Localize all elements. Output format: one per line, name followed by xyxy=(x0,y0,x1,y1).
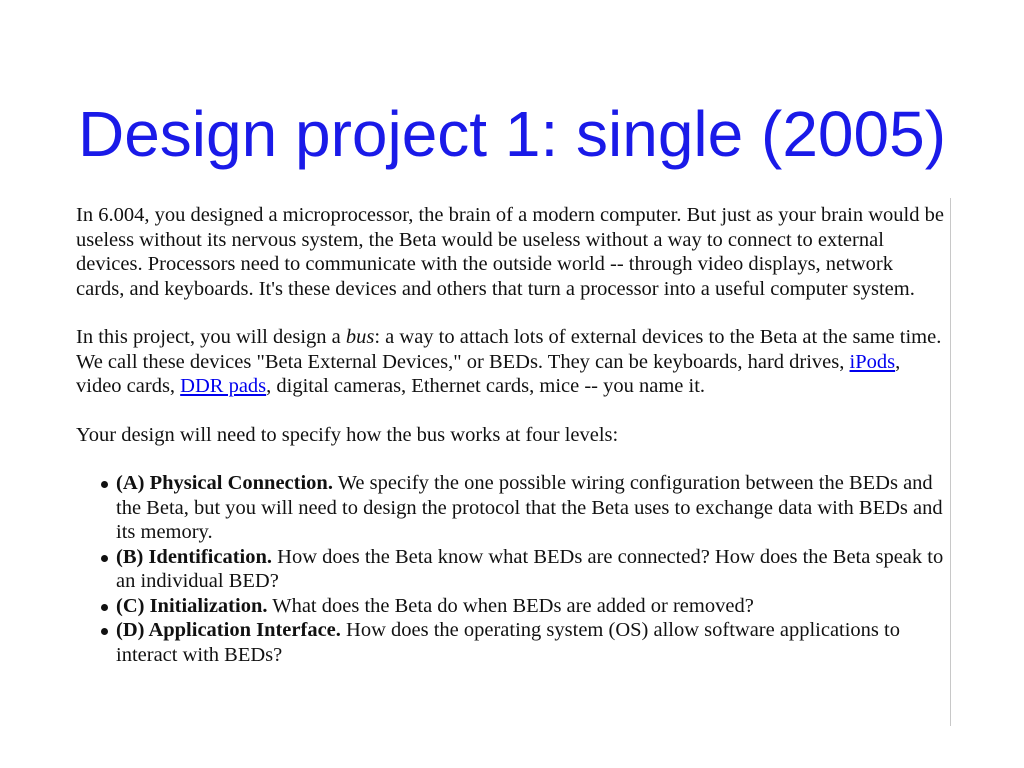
level-description: What does the Beta do when BEDs are added or removed? xyxy=(267,594,754,617)
project-paragraph xyxy=(76,325,944,399)
project-bus-definition: : a way to attach lots of external devices to the Beta at the same time. We call these devices "Beta External Devices," or BEDs. They can be keyboards, hard drives, xyxy=(76,326,942,373)
document-body xyxy=(76,198,950,667)
levels-intro: Your design will need to specify how the bus works at four levels: xyxy=(76,423,619,446)
level-item-physical-connection xyxy=(116,471,944,545)
ddr-pads-link[interactable]: DDR pads xyxy=(180,375,267,397)
level-heading: (B) Identification. xyxy=(116,545,273,568)
project-between-links: , video cards, xyxy=(76,350,901,397)
project-tail-text: , digital cameras, Ethernet cards, mice -- you name it. xyxy=(266,375,706,397)
level-heading: (C) Initialization. xyxy=(116,594,268,617)
embedded-document-frame xyxy=(76,198,951,726)
level-description: We specify the one possible wiring configuration between the BEDs and the Beta, but you will need to design the protocol that the Beta uses to exchange data with BEDs and its memory. xyxy=(116,472,943,543)
project-lead-text: In this project, you will design a xyxy=(76,326,346,348)
level-item-identification xyxy=(116,545,944,594)
slide-title: Design project 1: single (2005) xyxy=(77,98,947,170)
level-heading: (D) Application Interface. xyxy=(116,619,341,641)
level-item-initialization xyxy=(116,594,944,619)
bus-term: bus xyxy=(345,326,375,348)
level-item-application-interface xyxy=(116,618,944,667)
level-heading: (A) Physical Connection. xyxy=(116,472,333,494)
level-description: How does the operating system (OS) allow software applications to interact with BEDs? xyxy=(116,619,900,666)
intro-paragraph: In 6.004, you designed a microprocessor, the brain of a modern computer. But just as your brain would be useless without its nervous system, the Beta would be useless without a way to connect to external devices. Processors need to communicate with the outside world -- through video displays, network cards, and keyboards. It's these devices and others that turn a processor into a useful computer system. xyxy=(76,204,944,300)
ipods-link[interactable]: iPods xyxy=(849,350,896,373)
levels-list xyxy=(76,471,944,667)
level-description: How does the Beta know what BEDs are connected? How does the Beta speak to an individual BED? xyxy=(116,545,944,592)
